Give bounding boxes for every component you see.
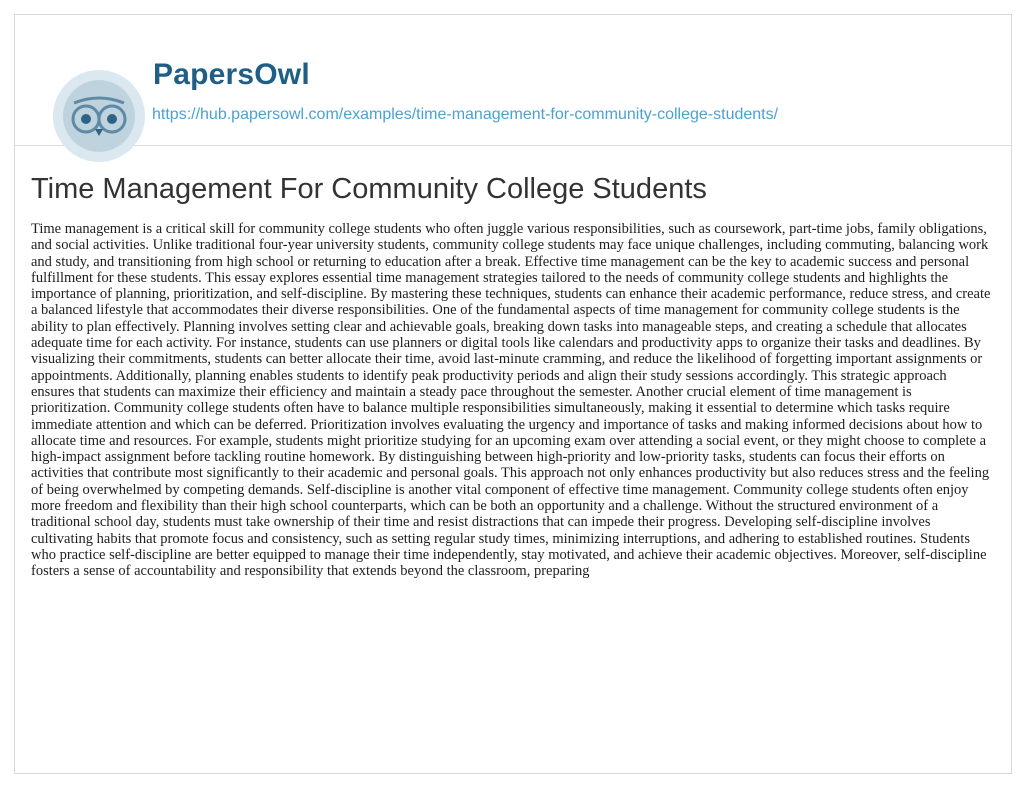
document-body: Time management is a critical skill for community college students who often juggle various responsibilities, such as coursework, part-time jobs, family obligations, and social activities. Unlike traditional four-year university students, community college students may face unique challenges, including commuting, balancing work and study, and transitioning from high school or returning to education after a break. Effective time management can be the key to academic success and personal fulfillment for these students. This essay explores essential time management strategies tailored to the needs of community college students and highlights the importance of planning, prioritization, and self-discipline. By mastering these techniques, students can enhance their academic performance, reduce stress, and create a balanced lifestyle that accommodates their diverse responsibilities. One of the fundamental aspects of time management for community college students is the ability to plan effectively. Planning involves setting clear and achievable goals, breaking down tasks into manageable steps, and creating a schedule that allocates adequate time for each activity. For instance, students can use planners or digital tools like calendars and productivity apps to organize their tasks and deadlines. By visualizing their commitments, students can better allocate their time, avoid last-minute cramming, and reduce the likelihood of forgetting important assignments or appointments. Additionally, planning enables students to identify peak productivity periods and align their study sessions accordingly. This strategic approach ensures that students can maximize their efficiency and maintain a steady pace throughout the semester. Another crucial element of time management is prioritization. Community college students often have to balance multiple responsibilities simultaneously, making it essential to determine which tasks require immediate attention and which can be deferred. Prioritization involves evaluating the urgency and importance of tasks and making informed decisions about how to allocate time and resources. For example, students might prioritize studying for an upcoming exam over attending a social event, or they might choose to complete a high-impact assignment before tackling routine homework. By distinguishing between high-priority and low-priority tasks, students can focus their efforts on activities that contribute most significantly to their academic and personal goals. This approach not only enhances productivity but also reduces stress and the feeling of being overwhelmed by competing demands. Self-discipline is another vital component of effective time management. Community college students often enjoy more freedom and flexibility than their high school counterparts, which can be both an opportunity and a challenge. Without the structured environment of a traditional school day, students must take ownership of their time and resist distractions that can impede their progress. Developing self-discipline involves cultivating habits that promote focus and consistency, such as setting regular study times, minimizing interruptions, and adhering to established routines. Students who practice self-discipline are better equipped to manage their time independently, stay motivated, and achieve their academic objectives. Moreover, self-discipline fosters a sense of accountability and responsibility that extends beyond the classroom, preparing [31, 221, 991, 580]
owl-logo-icon [52, 69, 146, 163]
source-url-link[interactable]: https://hub.papersowl.com/examples/time-management-for-community-college-students/ [152, 106, 779, 123]
document-page [14, 14, 1012, 774]
document-title: Time Management For Community College Students [31, 173, 707, 205]
brand-name[interactable]: PapersOwl [153, 58, 310, 91]
page-header [15, 15, 1011, 146]
